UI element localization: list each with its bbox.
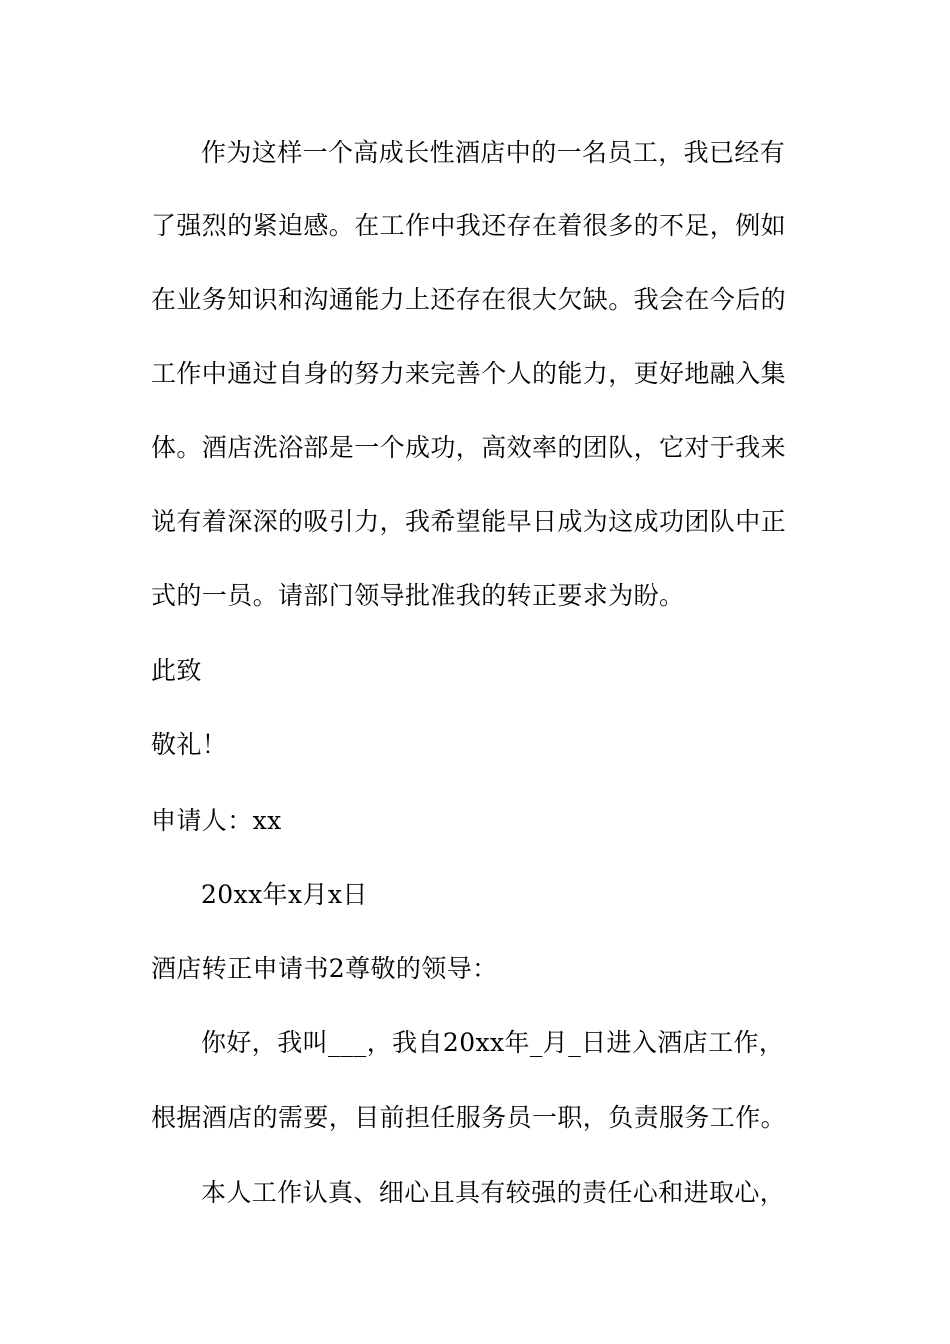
section-heading: 酒店转正申请书2尊敬的领导： xyxy=(151,954,498,983)
paragraph-1-line-4: 工作中通过自身的努力来完善个人的能力，更好地融入集 xyxy=(151,359,787,388)
paragraph-1-line-6: 说有着深深的吸引力，我希望能早日成为这成功团队中正 xyxy=(151,507,787,536)
paragraph-1-line-3: 在业务知识和沟通能力上还存在很大欠缺。我会在今后的 xyxy=(151,285,787,314)
paragraph-2-line-1: 你好，我叫___，我自20xx年_月_日进入酒店工作， xyxy=(201,1028,785,1057)
date-line: 20xx年x月x日 xyxy=(201,880,368,909)
paragraph-3-line-1: 本人工作认真、细心且具有较强的责任心和进取心， xyxy=(201,1178,786,1207)
paragraph-1-line-7: 式的一员。请部门领导批准我的转正要求为盼。 xyxy=(151,581,685,610)
paragraph-1-line-2: 了强烈的紧迫感。在工作中我还存在着很多的不足，例如 xyxy=(151,211,787,240)
applicant-line: 申请人：xx xyxy=(151,806,282,835)
closing-salutation: 此致 xyxy=(151,656,202,685)
paragraph-2-line-2: 根据酒店的需要，目前担任服务员一职，负责服务工作。 xyxy=(151,1103,787,1132)
paragraph-1-line-1: 作为这样一个高成长性酒店中的一名员工，我已经有 xyxy=(201,138,786,167)
closing-regards: 敬礼！ xyxy=(151,730,228,759)
paragraph-1-line-5: 体。酒店洗浴部是一个成功，高效率的团队，它对于我来 xyxy=(151,433,787,462)
